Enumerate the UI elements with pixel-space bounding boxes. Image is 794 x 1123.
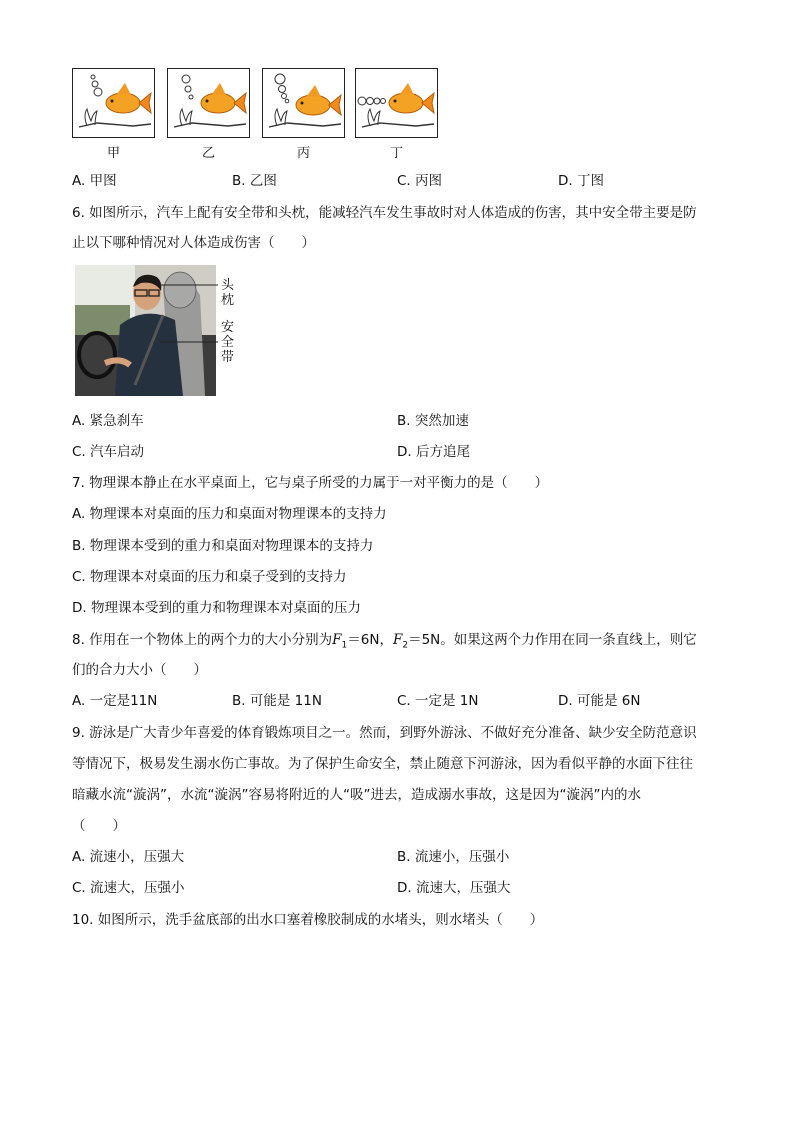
q8-option-c: C. 一定是 1N — [397, 693, 479, 709]
q8-stem-line1 — [72, 631, 697, 655]
fish-panel-jia — [72, 68, 155, 138]
q6-option-d: D. 后方追尾 — [397, 444, 470, 460]
q9-stem-line4: （ ） — [72, 818, 126, 834]
fish-caption-jia: 甲 — [106, 146, 120, 161]
fish-drawing-yi — [168, 69, 248, 136]
q8-option-b: B. 可能是 11N — [232, 693, 322, 709]
q7-option-c: C. 物理课本对桌面的压力和桌子受到的支持力 — [72, 569, 347, 585]
q7-option-b: B. 物理课本受到的重力和桌面对物理课本的支持力 — [72, 538, 374, 554]
q8-force-symbol-1: F — [332, 632, 342, 648]
q8-value-1: ＝6N， — [347, 632, 393, 648]
fish-panel-yi — [167, 68, 250, 138]
q5-option-b: B. 乙图 — [232, 173, 277, 189]
fish-panel-ding — [355, 68, 438, 138]
q10-stem: 10. 如图所示，洗手盆底部的出水口塞着橡胶制成的水堵头，则水堵头（ ） — [72, 912, 544, 928]
seatbelt-label: 安全带 — [221, 320, 235, 365]
q6-option-c: C. 汽车启动 — [72, 444, 145, 460]
q5-option-c: C. 丙图 — [397, 173, 443, 189]
fish-drawing-bing — [263, 69, 343, 136]
q6-option-a: A. 紧急刹车 — [72, 413, 144, 429]
fish-caption-yi: 乙 — [201, 146, 215, 161]
figure-leader-lines — [160, 270, 222, 350]
q7-option-a: A. 物理课本对桌面的压力和桌面对物理课本的支持力 — [72, 506, 387, 522]
q7-stem: 7. 物理课本静止在水平桌面上，它与桌子所受的力属于一对平衡力的是（ ） — [72, 475, 549, 491]
fish-drawing-jia — [73, 69, 153, 136]
q9-option-d: D. 流速大，压强大 — [397, 880, 511, 896]
q5-option-a: A. 甲图 — [72, 173, 117, 189]
q9-stem-line1: 9. 游泳是广大青少年喜爱的体育锻炼项目之一。然而，到野外游泳、不做好充分准备、缺少安全防范意识 — [72, 725, 697, 741]
q9-option-b: B. 流速小，压强小 — [397, 849, 510, 865]
q9-stem-line3: 暗藏水流“漩涡”，水流“漩涡”容易将附近的人“吸”进去，造成溺水事故，这是因为“漩涡”内的水 — [72, 787, 641, 803]
q9-stem-line2: 等情况下，极易发生溺水伤亡事故。为了保护生命安全，禁止随意下河游泳，因为看似平静的水面下往往 — [72, 756, 693, 772]
q8-subscript-1: 1 — [341, 640, 348, 651]
q8-prefix: 8. 作用在一个物体上的两个力的大小分别为 — [72, 632, 333, 648]
q8-option-d: D. 可能是 6N — [558, 693, 641, 709]
fish-caption-ding: 丁 — [389, 146, 403, 161]
q6-stem-line1: 6. 如图所示，汽车上配有安全带和头枕，能减轻汽车发生事故时对人体造成的伤害，其中安全带主要是防 — [72, 205, 697, 221]
q8-force-symbol-2: F — [392, 632, 403, 648]
q6-stem-line2: 止以下哪种情况对人体造成伤害（ ） — [72, 235, 315, 251]
fish-drawing-ding — [356, 69, 436, 136]
q8-option-a: A. 一定是11N — [72, 693, 158, 709]
q8-stem-line2: 们的合力大小（ ） — [72, 662, 207, 678]
q8-value-2: ＝5N。如果这两个力作用在同一条直线上，则它 — [408, 632, 697, 648]
q7-option-d: D. 物理课本受到的重力和物理课本对桌面的压力 — [72, 600, 361, 616]
fish-bubble-figure — [72, 68, 452, 160]
q8-subscript-2: 2 — [402, 640, 409, 651]
q6-option-b: B. 突然加速 — [397, 413, 469, 429]
fish-caption-bing: 丙 — [296, 146, 310, 161]
q9-option-c: C. 流速大，压强小 — [72, 880, 185, 896]
fish-panel-bing — [262, 68, 345, 138]
q9-option-a: A. 流速小，压强大 — [72, 849, 185, 865]
headrest-label: 头枕 — [221, 278, 235, 308]
q5-option-d: D. 丁图 — [558, 173, 604, 189]
